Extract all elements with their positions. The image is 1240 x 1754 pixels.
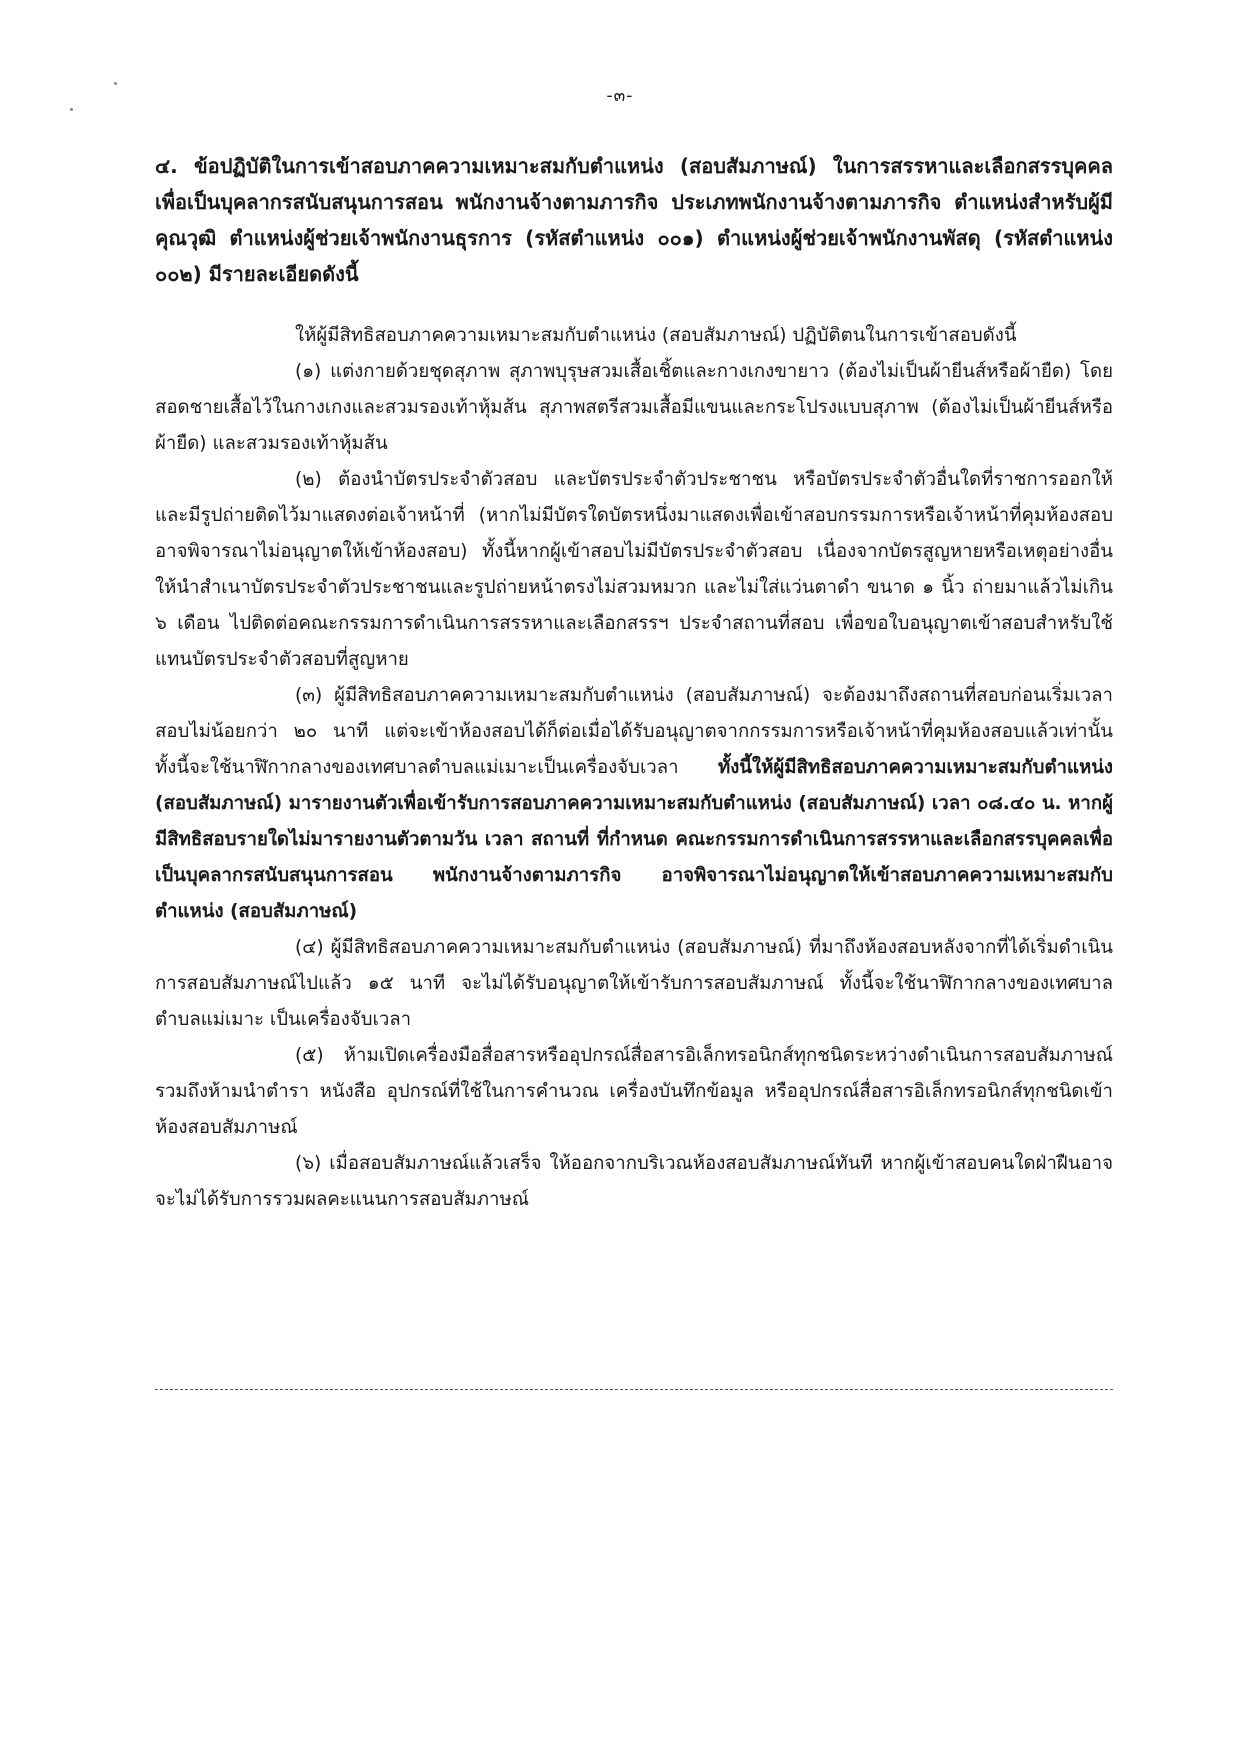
end-divider: [155, 1389, 1113, 1390]
rule-item-3-emphasis: ทั้งนี้ให้ผู้มีสิทธิสอบภาคความเหมาะสมกับตำแหน่ง (สอบสัมภาษณ์) มารายงานตัวเพื่อเข้ารับการสอบภาคความเหมาะสมกับตำแหน่ง (สอบสัมภาษณ์) เวลา ๐๘.๔๐ น. หากผู้มีสิทธิสอบรายใดไม่มารายงานตัวตามวัน เวลา สถานที่ ที่กำหนด คณะกรรมการดำเนินการสรรหาและเลือกสรรบุคคลเพื่อเป็นบุคลากรสนับสนุนการสอน พนักงานจ้างตามภารกิจ อาจพิจารณาไม่อนุญาตให้เข้าสอบภาคความเหมาะสมกับตำแหน่ง (สอบสัมภาษณ์): [155, 757, 1113, 922]
rule-item-3-text: (๓) ผู้มีสิทธิสอบภาคความเหมาะสมกับตำแหน่ง (สอบสัมภาษณ์) จะต้องมาถึงสถานที่สอบก่อนเริ่มเวลาสอบไม่น้อยกว่า ๒๐ นาที แต่จะเข้าห้องสอบได้ก็ต่อเมื่อได้รับอนุญาตจากกรรมการหรือเจ้าหน้าที่คุมห้องสอบแล้วเท่านั้น ทั้งนี้จะใช้นาฬิกากลางของเทศบาลตำบลแม่เมาะเป็นเครื่องจับเวลา: [155, 685, 1113, 778]
section-heading: ๔. ข้อปฏิบัติในการเข้าสอบภาคความเหมาะสมกับตำแหน่ง (สอบสัมภาษณ์) ในการสรรหาและเลือกสรรบุคคล เพื่อเป็นบุคลากรสนับสนุนการสอน พนักงานจ้างตามภารกิจ ประเภทพนักงานจ้างตามภารกิจ ตำแหน่งสำหรับผู้มีคุณวุฒิ ตำแหน่งผู้ช่วยเจ้าพนักงานธุรการ (รหัสตำแหน่ง ๐๐๑) ตำแหน่งผู้ช่วยเจ้าพนักงานพัสดุ (รหัสตำแหน่ง ๐๐๒) มีรายละเอียดดังนี้: [155, 154, 1113, 286]
section-4: [155, 148, 1113, 1218]
rule-item-4: (๔) ผู้มีสิทธิสอบภาคความเหมาะสมกับตำแหน่ง (สอบสัมภาษณ์) ที่มาถึงห้องสอบหลังจากที่ได้เริ่มดำเนินการสอบสัมภาษณ์ไปแล้ว ๑๕ นาที จะไม่ได้รับอนุญาตให้เข้ารับการสอบสัมภาษณ์ ทั้งนี้จะใช้นาฬิกากลางของเทศบาลตำบลแม่เมาะ เป็นเครื่องจับเวลา: [155, 937, 1113, 1030]
rule-item-1: (๑) แต่งกายด้วยชุดสุภาพ สุภาพบุรุษสวมเสื้อเชิ้ตและกางเกงขายาว (ต้องไม่เป็นผ้ายีนส์หรือผ้ายืด) โดยสอดชายเสื้อไว้ในกางเกงและสวมรองเท้าหุ้มส้น สุภาพสตรีสวมเสื้อมีแขนและกระโปรงแบบสุภาพ (ต้องไม่เป็นผ้ายีนส์หรือผ้ายืด) และสวมรองเท้าหุ้มส้น: [155, 361, 1113, 454]
rule-item-2: (๒) ต้องนำบัตรประจำตัวสอบ และบัตรประจำตัวประชาชน หรือบัตรประจำตัวอื่นใดที่ราชการออกให้และมีรูปถ่ายติดไว้มาแสดงต่อเจ้าหน้าที่ (หากไม่มีบัตรใดบัตรหนึ่งมาแสดงเพื่อเข้าสอบกรรมการหรือเจ้าหน้าที่คุมห้องสอบอาจพิจารณาไม่อนุญาตให้เข้าห้องสอบ) ทั้งนี้หากผู้เข้าสอบไม่มีบัตรประจำตัวสอบ เนื่องจากบัตรสูญหายหรือเหตุอย่างอื่น ให้นำสำเนาบัตรประจำตัวประชาชนและรูปถ่ายหน้าตรงไม่สวมหมวก และไม่ใส่แว่นตาดำ ขนาด ๑ นิ้ว ถ่ายมาแล้วไม่เกิน ๖ เดือน ไปติดต่อคณะกรรมการดำเนินการสรรหาและเลือกสรรฯ ประจำสถานที่สอบ เพื่อขอใบอนุญาตเข้าสอบสำหรับใช้แทนบัตรประจำตัวสอบที่สูญหาย: [155, 469, 1113, 670]
rule-item-6: (๖) เมื่อสอบสัมภาษณ์แล้วเสร็จ ให้ออกจากบริเวณห้องสอบสัมภาษณ์ทันที หากผู้เข้าสอบคนใดฝ่าฝืนอาจจะไม่ได้รับการรวมผลคะแนนการสอบสัมภาษณ์: [155, 1153, 1113, 1210]
rule-item-5: (๕) ห้ามเปิดเครื่องมือสื่อสารหรืออุปกรณ์สื่อสารอิเล็กทรอนิกส์ทุกชนิดระหว่างดำเนินการสอบสัมภาษณ์ รวมถึงห้ามนำตำรา หนังสือ อุปกรณ์ที่ใช้ในการคำนวณ เครื่องบันทึกข้อมูล หรืออุปกรณ์สื่อสารอิเล็กทรอนิกส์ทุกชนิดเข้าห้องสอบสัมภาษณ์: [155, 1045, 1113, 1138]
page-number: -๓-: [606, 86, 634, 106]
rule-item-3: [155, 678, 1113, 930]
section-intro: ให้ผู้มีสิทธิสอบภาคความเหมาะสมกับตำแหน่ง (สอบสัมภาษณ์) ปฏิบัติตนในการเข้าสอบดังนี้: [295, 325, 1017, 346]
